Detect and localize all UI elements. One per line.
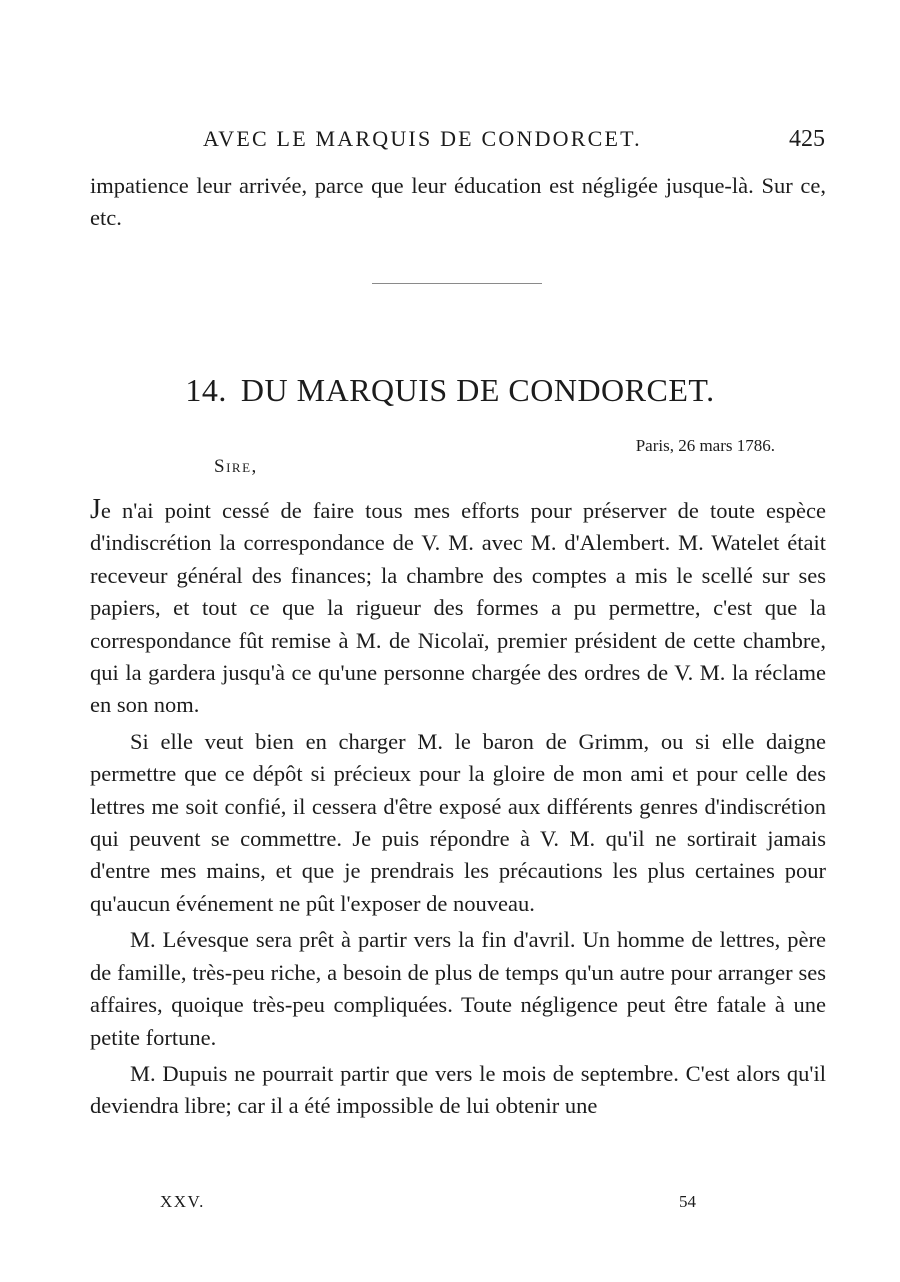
volume-mark: XXV. (160, 1192, 205, 1211)
page-number: 425 (789, 126, 825, 152)
letter-heading (0, 372, 900, 409)
letter-number: 14. (185, 372, 227, 408)
letter-paragraph-2: Si elle veut bien en charger M. le baron de Grimm, ou si elle daigne permettre que ce dépôt si précieux pour la gloire de mon ami et pour celle des lettres me soit confié, il cessera d'être exposé aux différents genres d'indiscrétion qui peuvent se commettre. Je puis répondre à V. M. qu'il ne sortirait jamais d'entre mes mains, et que je prendrais les précautions les plus certaines pour qu'aucun événement ne pût l'exposer de nouveau. (90, 728, 826, 916)
letter-paragraph-1 (90, 495, 826, 722)
letter-body (90, 495, 826, 1123)
drop-letter: J (90, 494, 101, 525)
running-head (203, 126, 825, 156)
signature-line (160, 1192, 696, 1216)
signature-number: 54 (679, 1192, 696, 1211)
letter-title: DU MARQUIS DE CONDORCET. (240, 372, 715, 408)
letter-dateline: Paris, 26 mars 1786. (635, 436, 775, 455)
section-divider (372, 283, 542, 284)
letter-paragraph-4: M. Dupuis ne pourrait partir que vers le mois de septembre. C'est alors qu'il deviendra libre; car il a été impossible de lui obtenir une (90, 1060, 826, 1119)
letter-salutation: Sire, (214, 456, 258, 477)
letter-paragraph-3: M. Lévesque sera prêt à partir vers la fin d'avril. Un homme de lettres, père de famille, très-peu riche, a besoin de plus de temps qu'un autre pour arranger ses affaires, quoique très-peu compliquées. Toute négligence peut être fatale à une petite fortune. (90, 927, 826, 1050)
carryover-paragraph: impatience leur arrivée, parce que leur éducation est négligée jusque-là. Sur ce, etc. (90, 173, 826, 231)
paragraph-text: e n'ai point cessé de faire tous mes efforts pour préserver de toute espèce d'indiscrétion la correspondance de V. M. avec M. d'Alembert. M. Watelet était receveur général des finances; la chambre des comptes a mis le scellé sur ses papiers, et tout ce que la rigueur des formes a pu permettre, c'est que la correspondance fût remise à M. de Nicolaï, premier président de cette chambre, qui la gardera jusqu'à ce qu'une personne chargée des ordres de V. M. la réclame en son nom. (90, 498, 826, 718)
running-head-title: AVEC LE MARQUIS DE CONDORCET. (203, 126, 642, 151)
